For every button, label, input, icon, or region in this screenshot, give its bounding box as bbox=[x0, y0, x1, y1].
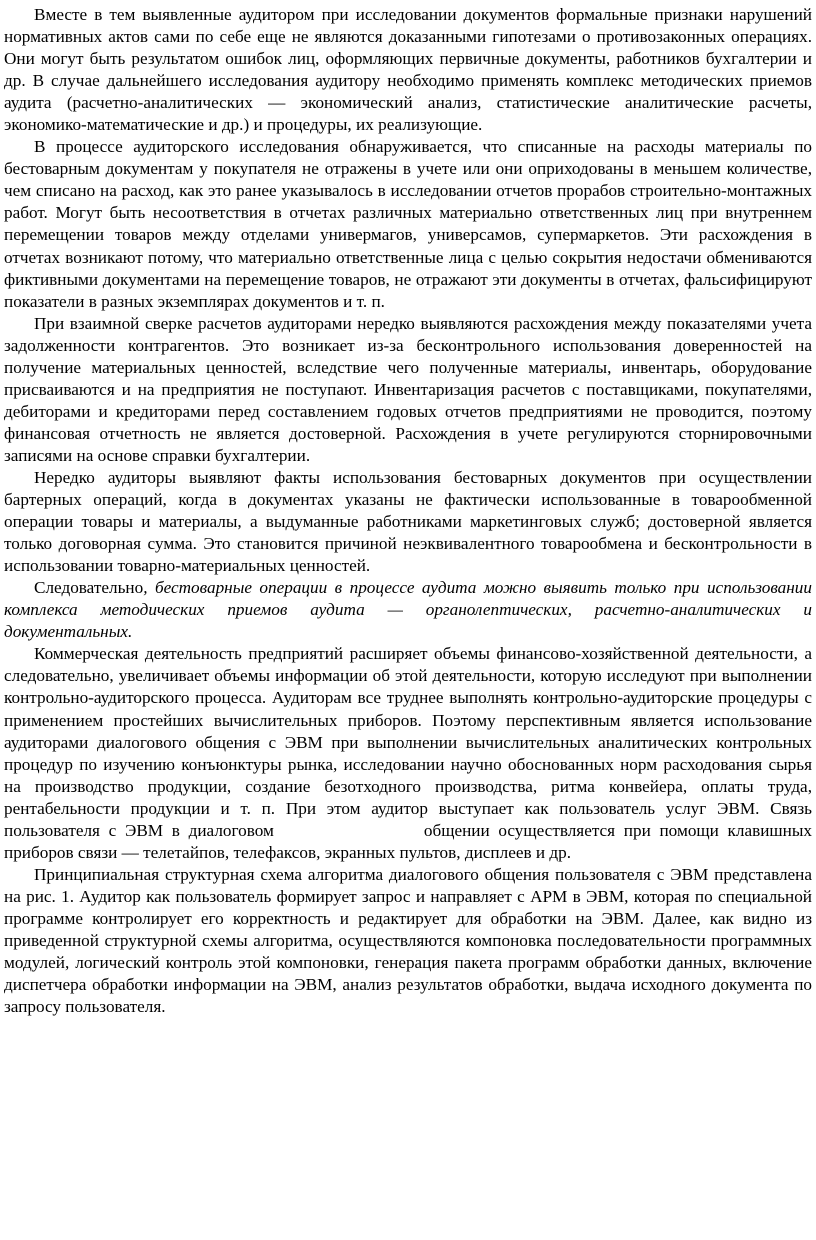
paragraph-3-text: При взаимной сверке расчетов аудиторами нередко выявляются расхождения между показателями учета задолженности контрагентов. Это возникает из-за бесконтрольного использования доверенностей на получение материальных ценностей, вследствие чего полученные материалы, инвентарь, оборудование присваиваются и на предприятия не поступают. Инвентаризация расчетов с поставщиками, покупателями, дебиторами и кредиторами перед составлением годовых отчетов предприятиями не проводится, поэтому финансовая отчетность не является достоверной. Расхождения в учете регулируются сторнировочными записями на основе справки бухгалтерии. bbox=[4, 313, 812, 465]
paragraph-5-lead: Следовательно bbox=[34, 578, 144, 598]
paragraph-6-text-after-gap: общении осуществляется при помощи клавишных приборов связи — телетайпов, телефаксов, экранных пультов, дисплеев и др. bbox=[4, 820, 812, 862]
paragraph-7 bbox=[4, 864, 812, 1018]
paragraph-4 bbox=[4, 467, 812, 577]
paragraph-3 bbox=[4, 313, 812, 467]
paragraph-4-text: Нередко аудиторы выявляют факты использования бестоварных документов при осуществлении бартерных операций, когда в документах указаны не фактически использованные в товарообменной операции товары и материалы, а выдуманные работниками маркетинговых служб; достоверной является только договорная сумма. Это становится причиной неэквивалентного товарообмена и бесконтрольности в использовании товарно-материальных ценностей. bbox=[4, 467, 812, 576]
paragraph-6-text: Коммерческая деятельность предприятий расширяет объемы финансово-хозяйственной деятельности, а следовательно, увеличивает объемы информации об этой деятельности, которую исследуют при выполнении контрольно-аудиторского процесса. Аудиторам все труднее выполнять контрольно-аудиторские процедуры с применением простейших вычислительных приборов. Поэтому перспективным является использование аудиторами диалогового общения с ЭВМ при выполнении вычислительных аналитических контрольных процедур по изучению конъюнктуры рынка, исследовании научно обоснованных норм расходования сырья на производство продукции, создание безотходного производства, ритма конвейера, оплаты труда, рентабельности продукции и т. п. При этом аудитор выступает как пользователь услуг ЭВМ. Связь пользователя с ЭВМ в диалоговом bbox=[4, 644, 812, 840]
paragraph-6 bbox=[4, 643, 812, 863]
paragraph-7-text: Принципиальная структурная схема алгоритма диалогового общения пользователя с ЭВМ представлена на рис. 1. Аудитор как пользователь формирует запрос и направляет с АРМ в ЭВМ, которая по специальной программе контролирует его корректность и редактирует для обработки на ЭВМ. Далее, как видно из приведенной структурной схемы алгоритма, осуществляются компоновка последовательности программных модулей, логический контроль этой компоновки, генерация пакета программ обработки данных, включение диспетчера обработки информации на ЭВМ, анализ результатов обработки, выдача исходного документа по запросу пользователя. bbox=[4, 864, 812, 1017]
paragraph-2 bbox=[4, 136, 812, 312]
paragraph-5-emphasis: , бестоварные операции в процессе аудита можно выявить только при использовании комплекса методических приемов аудита — органолептических, расчетно-аналитических и документальных. bbox=[4, 578, 812, 642]
paragraph-1-text: Вместе в тем выявленные аудитором при исследовании документов формальные признаки нарушений нормативных актов сами по себе еще не являются доказанными гипотезами о противозаконных операциях. Они могут быть результатом ошибок лиц, оформляющих первичные документы, работников бухгалтерии и др. В случае дальнейшего исследования аудитору необходимо применять комплекс методических приемов аудита (расчетно-аналитических — экономический анализ, статистические аналитические расчеты, экономико-математические и др.) и процедуры, их реализующие. bbox=[4, 5, 812, 135]
paragraph-5-conclusion bbox=[4, 577, 812, 643]
paragraph-1 bbox=[4, 4, 812, 136]
paragraph-2-text: В процессе аудиторского исследования обнаруживается, что списанные на расходы материалы по бестоварным документам у покупателя не отражены в учете или они оприходованы в меньшем количестве, чем списано на расход, как это ранее указывалось в исследовании отчетов прорабов строительно-монтажных работ. Могут быть несоответствия в отчетах различных материально ответственных лиц при внутреннем перемещении товаров между отделами универмагов, универсамов, супермаркетов. Эти расхождения в отчетах возникают потому, что материально ответственные лица с целью сокрытия недостачи обмениваются фиктивными документами на перемещение товаров, не отражают эти документы в отчетах, фальсифицируют показатели в разных экземплярах документов и т. п. bbox=[4, 137, 812, 311]
